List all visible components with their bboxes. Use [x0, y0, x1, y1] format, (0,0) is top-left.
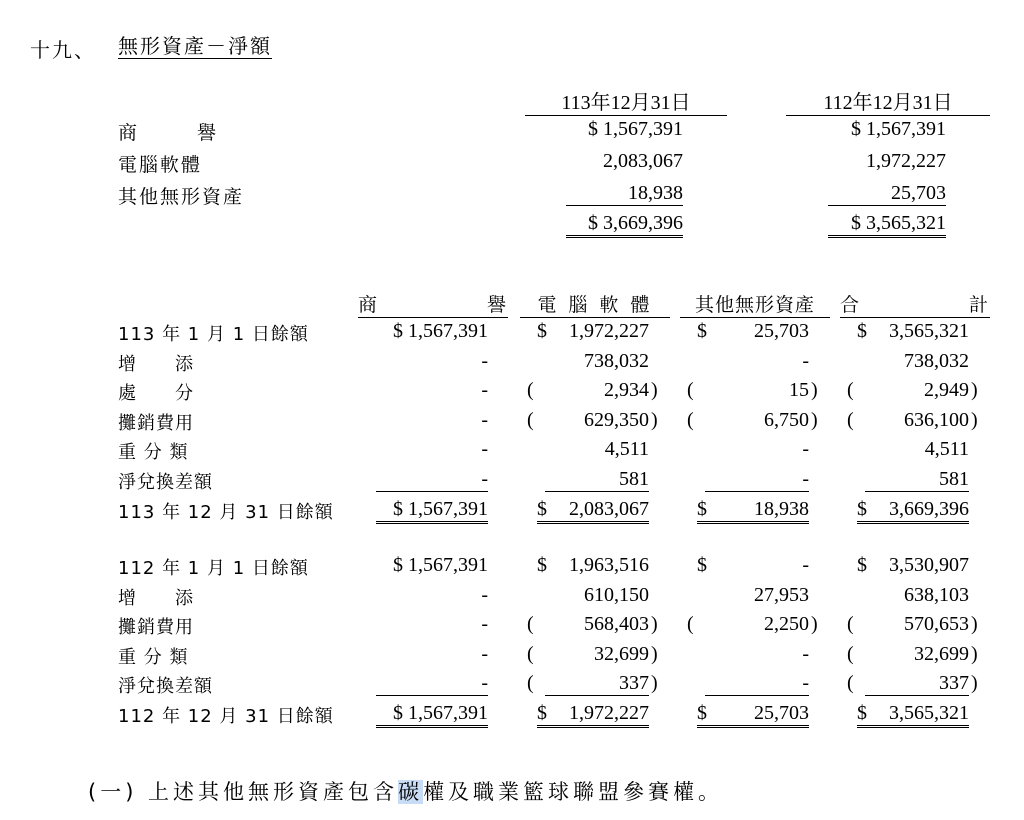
- movement-c2-cell: 4,511: [604, 438, 649, 460]
- movement-c2-cell: 1,972,227: [569, 320, 649, 342]
- movement-c3-cell: 25,703: [754, 320, 809, 342]
- close-paren: ): [651, 643, 658, 665]
- movement-goodwill-cell: -: [481, 584, 488, 606]
- close-paren: ): [971, 643, 978, 665]
- movement-c3-cell: -: [705, 672, 809, 696]
- movement-c3-cell: -: [802, 438, 809, 460]
- movement-header-total: 合 計: [840, 290, 990, 318]
- movement-c4-cell: 4,511: [924, 438, 969, 460]
- movement-row-label: 增 添: [118, 354, 194, 375]
- movement-c3-cell: 25,703: [697, 702, 809, 728]
- movement-goodwill-cell: -: [376, 468, 488, 492]
- movement-c2-cell: 629,350: [584, 409, 649, 431]
- movement-c2-cell: 2,934: [604, 379, 649, 401]
- movement-c2-cell: 568,403: [584, 613, 649, 635]
- movement-dollar-sign: $: [697, 554, 707, 576]
- movement-c2-cell: 2,083,067: [537, 498, 649, 524]
- movement-dollar-sign: $: [697, 320, 707, 342]
- movement-row-label: 重 分 類: [118, 442, 189, 463]
- movement-header-software: 電 腦 軟 體: [520, 290, 670, 318]
- movement-dollar-sign: $: [537, 498, 547, 520]
- movement-c3-cell: -: [802, 554, 809, 576]
- movement-dollar-sign: $: [697, 702, 707, 724]
- movement-row-label: 攤銷費用: [118, 617, 194, 638]
- movement-goodwill-cell: -: [481, 613, 488, 635]
- movement-c2-cell: 738,032: [584, 350, 649, 372]
- movement-row-label: 處 分: [118, 383, 194, 404]
- movement-goodwill-cell: -: [481, 438, 488, 460]
- movement-c4-cell: 3,565,321: [857, 702, 969, 728]
- close-paren: ): [651, 379, 658, 401]
- movement-goodwill-cell: -: [481, 379, 488, 401]
- movement-dollar-sign: $: [537, 702, 547, 724]
- summary-header-113: 113年12月31日: [525, 86, 727, 116]
- close-paren: ): [811, 613, 818, 635]
- movement-header-other: 其他無形資產: [680, 290, 830, 318]
- movement-goodwill-cell: -: [481, 350, 488, 372]
- movement-c4-cell: 3,565,321: [889, 320, 969, 342]
- close-paren: ): [811, 409, 818, 431]
- open-paren: (: [527, 643, 534, 665]
- movement-c4-cell: 738,032: [904, 350, 969, 372]
- movement-c4-cell: 3,530,907: [889, 554, 969, 576]
- movement-c3-cell: -: [802, 350, 809, 372]
- movement-row-label: 113 年 12 月 31 日餘額: [118, 502, 334, 523]
- movement-c4-cell: 2,949: [924, 379, 969, 401]
- movement-goodwill-cell: $ 1,567,391: [376, 498, 488, 524]
- movement-dollar-sign: $: [857, 498, 867, 520]
- movement-row-label: 重 分 類: [118, 647, 189, 668]
- open-paren: (: [847, 379, 854, 401]
- movement-c4-cell: 32,699: [914, 643, 969, 665]
- movement-c4-cell: 570,653: [904, 613, 969, 635]
- movement-goodwill-cell: -: [376, 672, 488, 696]
- open-paren: (: [527, 409, 534, 431]
- open-paren: (: [527, 613, 534, 635]
- movement-c4-cell: 636,100: [904, 409, 969, 431]
- summary-goodwill-112: $ 1,567,391: [851, 118, 946, 140]
- movement-c2-cell: 337: [545, 672, 649, 696]
- close-paren: ): [811, 379, 818, 401]
- movement-c3-cell: -: [705, 468, 809, 492]
- movement-c2-cell: 581: [545, 468, 649, 492]
- section-title: 無形資產－淨額: [118, 34, 272, 58]
- summary-other-112: 25,703: [828, 182, 946, 206]
- summary-header-112: 112年12月31日: [786, 86, 990, 116]
- movement-dollar-sign: $: [537, 554, 547, 576]
- close-paren: ): [651, 672, 658, 694]
- movement-row-label: 攤銷費用: [118, 413, 194, 434]
- open-paren: (: [687, 409, 694, 431]
- close-paren: ): [971, 613, 978, 635]
- open-paren: (: [847, 672, 854, 694]
- movement-c4-cell: 337: [865, 672, 969, 696]
- footnote-highlight: 碳: [398, 780, 424, 804]
- movement-dollar-sign: $: [857, 702, 867, 724]
- movement-c3-cell: 2,250: [764, 613, 809, 635]
- summary-total-112: $ 3,565,321: [828, 212, 946, 238]
- summary-label-other: 其他無形資產: [118, 186, 245, 208]
- movement-goodwill-cell: -: [481, 409, 488, 431]
- movement-row-label: 112 年 1 月 1 日餘額: [118, 558, 309, 579]
- summary-goodwill-113: $ 1,567,391: [588, 118, 683, 140]
- close-paren: ): [651, 409, 658, 431]
- movement-row-label: 淨兌換差額: [118, 472, 213, 493]
- movement-c2-cell: 32,699: [594, 643, 649, 665]
- movement-c4-cell: 3,669,396: [857, 498, 969, 524]
- movement-c4-cell: 638,103: [904, 584, 969, 606]
- movement-row-label: 淨兌換差額: [118, 676, 213, 697]
- close-paren: ): [971, 379, 978, 401]
- movement-c2-cell: 610,150: [584, 584, 649, 606]
- movement-c2-cell: 1,972,227: [537, 702, 649, 728]
- movement-row-label: 113 年 1 月 1 日餘額: [118, 324, 309, 345]
- movement-c3-cell: -: [802, 643, 809, 665]
- movement-c3-cell: 18,938: [697, 498, 809, 524]
- open-paren: (: [687, 613, 694, 635]
- open-paren: (: [527, 379, 534, 401]
- summary-label-software: 電腦軟體: [118, 154, 203, 176]
- movement-dollar-sign: $: [857, 320, 867, 342]
- summary-label-goodwill: 商 譽: [118, 122, 218, 144]
- movement-goodwill-cell: -: [481, 643, 488, 665]
- close-paren: ): [971, 409, 978, 431]
- footnote-prefix: (一) 上述其他無形資產包含: [88, 780, 399, 804]
- movement-c2-cell: 1,963,516: [569, 554, 649, 576]
- movement-goodwill-cell: $ 1,567,391: [376, 702, 488, 728]
- footnote: [88, 776, 723, 806]
- open-paren: (: [847, 409, 854, 431]
- movement-header-goodwill: 商 譽: [358, 290, 508, 318]
- open-paren: (: [847, 613, 854, 635]
- summary-total-113: $ 3,669,396: [566, 212, 683, 238]
- close-paren: ): [971, 672, 978, 694]
- movement-goodwill-cell: $ 1,567,391: [393, 554, 488, 576]
- movement-dollar-sign: $: [697, 498, 707, 520]
- summary-other-113: 18,938: [566, 182, 683, 206]
- footnote-suffix: 權及職業籃球聯盟參賽權。: [423, 780, 724, 804]
- open-paren: (: [687, 379, 694, 401]
- open-paren: (: [847, 643, 854, 665]
- movement-c3-cell: 6,750: [764, 409, 809, 431]
- section-number: 十九、: [30, 38, 96, 62]
- open-paren: (: [527, 672, 534, 694]
- movement-row-label: 112 年 12 月 31 日餘額: [118, 706, 334, 727]
- movement-row-label: 增 添: [118, 588, 194, 609]
- summary-software-113: 2,083,067: [603, 150, 683, 172]
- movement-c3-cell: 15: [789, 379, 809, 401]
- movement-c3-cell: 27,953: [754, 584, 809, 606]
- close-paren: ): [651, 613, 658, 635]
- summary-software-112: 1,972,227: [866, 150, 946, 172]
- movement-dollar-sign: $: [537, 320, 547, 342]
- movement-goodwill-cell: $ 1,567,391: [393, 320, 488, 342]
- movement-dollar-sign: $: [857, 554, 867, 576]
- movement-c4-cell: 581: [865, 468, 969, 492]
